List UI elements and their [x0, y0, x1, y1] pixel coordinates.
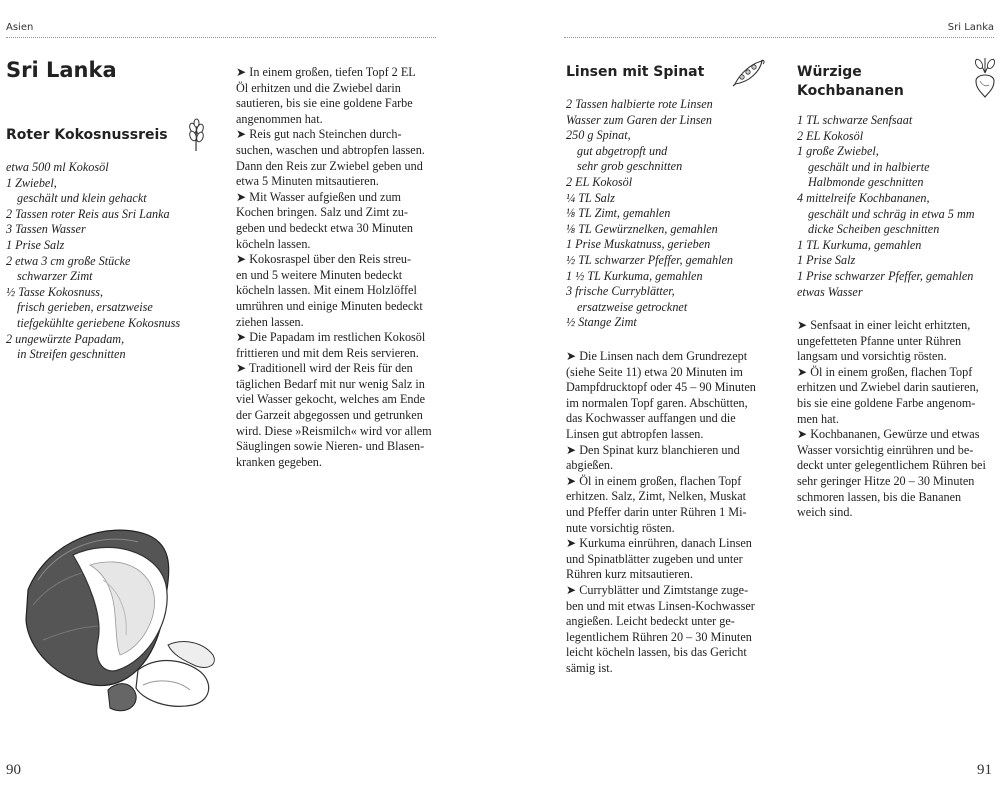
ingredient-line: sehr grob geschnitten	[577, 159, 683, 174]
ingredient-line: geschält und in halbierte	[808, 159, 930, 174]
instructions-kokosnussreis	[236, 65, 440, 470]
ingredient-line: ⅛ TL Gewürznelken, gemahlen	[566, 221, 718, 236]
instruction-line: Kochen bringen. Salz und Zimt zu-	[236, 205, 408, 220]
instruction-line: ungefetteten Pfanne unter Rühren	[797, 333, 962, 348]
instruction-line: ➤ Öl in einem großen, flachen Topf	[566, 473, 742, 488]
ingredient-line: in Streifen geschnitten	[17, 347, 126, 362]
ingredient-line: gut abgetropft und	[577, 143, 668, 158]
instruction-line: ➤ Reis gut nach Steinchen durch-	[236, 127, 402, 142]
ingredient-line: ¼ TL Salz	[566, 190, 615, 205]
instruction-line: sehr geringer Hitze 20 – 30 Minuten	[797, 473, 975, 488]
instruction-line: suchen, waschen und abtropfen lassen.	[236, 142, 425, 157]
instructions-linsen	[566, 349, 776, 676]
instruction-line: geben und bedeckt etwa 30 Minuten	[236, 220, 414, 235]
ingredient-line: tiefgekühlte geriebene Kokosnuss	[17, 315, 181, 330]
right-page	[560, 0, 1000, 800]
instruction-line: men hat.	[797, 411, 839, 426]
instruction-line: frittieren und mit dem Reis servieren.	[236, 345, 419, 360]
instruction-line: ➤ Öl in einem großen, flachen Topf	[797, 364, 973, 379]
instruction-line: der Garzeit abgegossen und getrunken	[236, 408, 423, 423]
running-head-right: Sri Lanka	[947, 22, 994, 33]
pea-pod-icon	[730, 56, 766, 90]
ingredient-line: 3 frische Curryblätter,	[566, 284, 675, 299]
instruction-line: kranken gegeben.	[236, 454, 322, 469]
ingredient-line: schwarzer Zimt	[17, 269, 93, 284]
instruction-line: schmoren lassen, bis die Bananen	[797, 489, 962, 504]
instruction-line: im normalen Topf garen. Abschütten,	[566, 395, 748, 410]
instruction-line: bis sie eine goldene Farbe angenom-	[797, 395, 976, 410]
instruction-line: täglichen Bedarf mit nur wenig Salz in	[236, 376, 425, 391]
instruction-line: wird. Diese »Reismilch« wird vor allem	[236, 423, 432, 438]
ingredient-line: 1 große Zwiebel,	[797, 144, 879, 159]
recipe-title-kokosnussreis: Roter Kokosnussreis	[6, 127, 168, 143]
ingredient-line: ½ TL schwarzer Pfeffer, gemahlen	[566, 252, 734, 267]
instruction-line: ziehen lassen.	[236, 314, 304, 329]
instruction-line: weich sind.	[797, 505, 853, 520]
instructions-kochbananen	[797, 318, 1000, 521]
ingredient-line: geschält und schräg in etwa 5 mm	[808, 206, 975, 221]
ingredient-line: frisch gerieben, ersatzweise	[17, 300, 153, 315]
instruction-line: ben und mit etwas Linsen-Kochwasser	[566, 598, 755, 613]
page-number-right: 91	[977, 762, 992, 778]
instruction-line: nute vorsichtig rösten.	[566, 520, 675, 535]
instruction-line: ➤ In einem großen, tiefen Topf 2 EL	[236, 65, 416, 79]
ingredient-line: ⅛ TL Zimt, gemahlen	[566, 206, 671, 221]
instruction-line: Dampfdrucktopf oder 45 – 90 Minuten	[566, 380, 756, 395]
ingredient-list-kochbananen	[797, 113, 1000, 300]
instruction-line: en und 5 weitere Minuten bedeckt	[236, 267, 403, 282]
instruction-line: Wasser vorsichtig einrühren und be-	[797, 442, 974, 457]
recipe-title-kochbananen	[797, 63, 904, 101]
ingredient-line: 1 Prise schwarzer Pfeffer, gemahlen	[797, 268, 974, 283]
instruction-line: leicht köcheln lassen, bis das Gericht	[566, 645, 747, 660]
instruction-line: Rühren kurz mitsautieren.	[566, 567, 693, 582]
ingredient-line: 2 Tassen halbierte rote Linsen	[566, 97, 713, 111]
instruction-line: ➤ Kurkuma einrühren, danach Linsen	[566, 536, 752, 551]
instruction-line: ➤ Curryblätter und Zimtstange zuge-	[566, 582, 749, 597]
ingredient-line: 2 EL Kokosöl	[566, 174, 633, 189]
ingredient-line: etwa 500 ml Kokosöl	[6, 160, 109, 174]
instruction-line: ➤ Die Papadam im restlichen Kokosöl	[236, 330, 426, 345]
wheat-icon	[186, 118, 206, 152]
instruction-line: deckt unter gelegentlichem Rühren bei	[797, 458, 986, 473]
ingredient-line: 4 mittelreife Kochbananen,	[797, 190, 930, 205]
instruction-line: erhitzen und Zwiebel darin sautieren,	[797, 380, 979, 395]
instruction-line: viel Wasser gekocht, welches am Ende	[236, 392, 425, 407]
ingredient-line: Halbmonde geschnitten	[808, 175, 924, 190]
running-head-left: Asien	[6, 22, 34, 33]
ingredient-line: 1 Prise Salz	[6, 237, 65, 252]
ingredient-list-linsen	[566, 97, 786, 331]
instruction-line: ➤ Den Spinat kurz blanchieren und	[566, 442, 740, 457]
instruction-line: sämig ist.	[566, 660, 613, 675]
ingredient-line: 2 etwa 3 cm große Stücke	[6, 253, 131, 268]
instruction-line: angießen. Leicht bedeckt unter ge-	[566, 614, 735, 629]
instruction-line: köcheln lassen. Mit einem Holzlöffel	[236, 283, 417, 298]
instruction-line: etwa 5 Minuten mitsautieren.	[236, 174, 379, 189]
ingredient-line: 1 Zwiebel,	[6, 175, 57, 190]
recipe-title-line: Würzige	[797, 64, 862, 80]
ingredient-line: 1 ½ TL Kurkuma, gemahlen	[566, 268, 703, 283]
header-rule-left	[6, 37, 436, 38]
instruction-line: Dann den Reis zur Zwiebel geben und	[236, 158, 423, 173]
ingredient-line: dicke Scheiben geschnitten	[808, 222, 940, 237]
ingredient-line: 1 TL schwarze Senfsaat	[797, 113, 913, 127]
ingredient-line: ersatzweise getrocknet	[577, 299, 688, 314]
header-rule-right	[564, 37, 994, 38]
coconut-illustration	[18, 520, 228, 720]
ingredient-line: 2 ungewürzte Papadam,	[6, 331, 125, 346]
ingredient-line: 2 EL Kokosöl	[797, 128, 864, 143]
instruction-line: und Spinatblätter zugeben und unter	[566, 551, 743, 566]
ingredient-line: 3 Tassen Wasser	[6, 222, 86, 237]
ingredient-line: etwas Wasser	[797, 284, 863, 299]
instruction-line: Linsen gut abtropfen lassen.	[566, 426, 704, 441]
instruction-line: langsam und vorsichtig rösten.	[797, 349, 947, 364]
ingredient-line: ½ Tasse Kokosnuss,	[6, 284, 104, 299]
instruction-line: und Pfeffer darin unter Rühren 1 Mi-	[566, 504, 747, 519]
ingredient-line: 250 g Spinat,	[566, 128, 631, 143]
instruction-line: angenommen hat.	[236, 111, 323, 126]
instruction-line: umrühren und einige Minuten bedeckt	[236, 298, 423, 313]
instruction-line: Säuglingen sowie Nieren- und Blasen-	[236, 439, 425, 454]
instruction-line: ➤ Traditionell wird der Reis für den	[236, 361, 413, 376]
instruction-line: legentlichem Rühren 20 – 30 Minuten	[566, 629, 752, 644]
instruction-line: ➤ Kokosraspel über den Reis streu-	[236, 252, 412, 267]
instruction-line: Öl erhitzen und die Zwiebel darin	[236, 80, 401, 95]
ingredient-line: 1 Prise Muskatnuss, gerieben	[566, 237, 711, 252]
ingredient-line: 1 Prise Salz	[797, 253, 856, 268]
instruction-line: das Kochwasser auffangen und die	[566, 411, 736, 426]
recipe-title-line: Kochbananen	[797, 83, 904, 99]
left-page	[0, 0, 440, 800]
instruction-line: ➤ Senfsaat in einer leicht erhitzten,	[797, 318, 971, 332]
chapter-title: Sri Lanka	[6, 58, 117, 82]
instruction-line: köcheln lassen.	[236, 236, 311, 251]
instruction-line: (siehe Seite 11) etwa 20 Minuten im	[566, 364, 743, 379]
ingredient-line: geschält und klein gehackt	[17, 191, 147, 206]
instruction-line: ➤ Kochbananen, Gewürze und etwas	[797, 427, 980, 442]
ingredient-line: 2 Tassen roter Reis aus Sri Lanka	[6, 206, 170, 221]
recipe-title-linsen: Linsen mit Spinat	[566, 64, 705, 80]
instruction-line: ➤ Die Linsen nach dem Grundrezept	[566, 349, 748, 363]
beet-icon	[972, 57, 998, 99]
instruction-line: sautieren, bis sie eine goldene Farbe	[236, 96, 413, 111]
instruction-line: ➤ Mit Wasser aufgießen und zum	[236, 189, 402, 204]
instruction-line: erhitzen. Salz, Zimt, Nelken, Muskat	[566, 489, 747, 504]
ingredient-line: Wasser zum Garen der Linsen	[566, 112, 713, 127]
ingredient-line: 1 TL Kurkuma, gemahlen	[797, 237, 922, 252]
ingredient-list-kokosnussreis	[6, 160, 216, 363]
instruction-line: abgießen.	[566, 458, 614, 473]
page-number-left: 90	[6, 762, 21, 778]
ingredient-line: ½ Stange Zimt	[566, 315, 637, 330]
